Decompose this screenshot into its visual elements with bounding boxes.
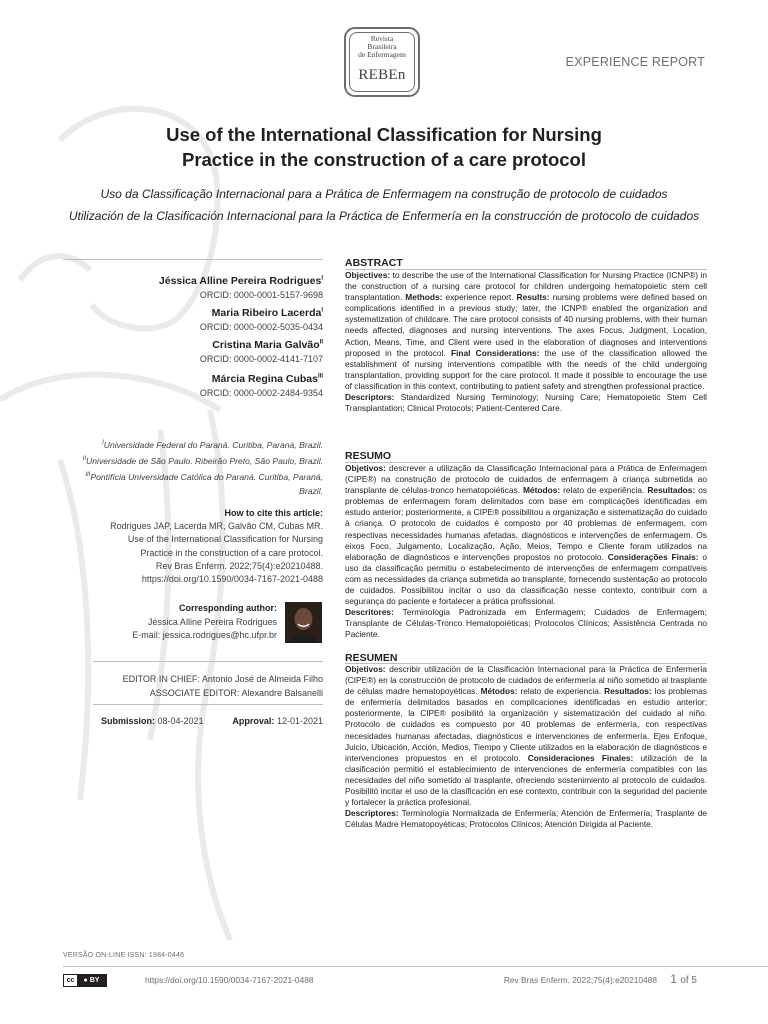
affiliation: $^I$Universidade Federal do Paraná. Curitiba, Paraná, Brazil. [102, 439, 323, 450]
subtitle-portuguese: Uso da Classificação Internacional para a Prática de Enfermagem na construção de protocolo de cuidados [100, 187, 668, 201]
author-orcid[interactable]: ORCID: 0000-0002-2484-9354 [199, 388, 323, 398]
left-column-divider [63, 259, 323, 260]
abstract-heading: ABSTRACT [345, 257, 403, 269]
logo-line-2: Brasileira [367, 42, 397, 51]
cite-text [73, 520, 323, 586]
cite-heading: How to cite this article: [224, 508, 323, 518]
cite-line: Rev Bras Enferm. 2022;75(4):e20210488. [155, 560, 323, 571]
author-orcid[interactable]: ORCID: 0000-0002-5035-0434 [199, 322, 323, 332]
author-name: Jéssica Alline Pereira Rodrigues$^I$ [158, 275, 323, 287]
issn-label: VERSÃO ON-LINE ISSN: 1984-0446 [63, 952, 185, 959]
editors [123, 672, 323, 700]
divider [93, 704, 323, 705]
by-mark: ● BY [77, 975, 106, 986]
cite-line: Rodrigues JAP, Lacerda MR, Galvão CM, Cubas MR. [110, 521, 323, 531]
subtitle-spanish: Utilización de la Clasificación Internacional para la Práctica de Enfermería en la construcción de protocolo de cuidados [68, 209, 700, 223]
person-icon: ● [83, 977, 88, 984]
author-block [200, 339, 323, 364]
abstract-body: Objectives: to describe the use of the International Classification for Nursing Practice (ICNP®) in the construction of a nursing care protocol for children undergoing hematopoietic stem cell transplantation. Methods: experience report. Results: nursing problems were defined based on complications identified in a previous study; later, the ICNP® enabled the organization and systematization of childcare. The care protocol consists of 40 nursing problems, with their human needs affected, diagnoses and nursing interventions. The axes Focus, Judgment, Location, Action, Means, Time, and Client were used in the elaboration of diagnoses and interventions proposed in the protocol. Final Considerations: the use of the classification allowed the establishment of nursing interventions compatible with the needs of the child undergoing transplantation, providing support for the care protocol. It made it possible to encourage the use of classification in this context, contributing to patient safety and strengthen professional practice. Descriptors: Standardized Nursing Terminology; Nursing Care; Hematopoietic Stem Cell Transplantation; Clinical Protocols; Patient-Centered Care. [345, 270, 708, 414]
creative-commons-by-icon[interactable] [63, 974, 107, 987]
resumo-body: Objetivos: descrever a utilização da Classificação Internacional para a Prática de Enfermagem (CIPE®) na construção de protocolo de cuidados de enfermagem à criança submetida ao transplante de células-tronco hematopoiéticas. Métodos: relato de experiência. Resultados: os problemas de enfermagem foram delimitados com base em complicações identificadas em estudo anterior; posteriormente, a CIPE® possibilitou a organização e sistematização do cuidado à criança. O protocolo de cuidados é composto por 40 problemas de enfermagem, com respectivas necessidades humanas afetadas, diagnósticos e intervenções de enfermagem. Os eixos Foco, Julgamento, Localização, Ação, Meios, Tempo e Cliente foram utilizados na elaboração de diagnósticos e intervenções propostos no protocolo. Considerações Finais: o uso da classificação permitiu o estabelecimento de intervenções de enfermagem compatíveis com as necessidades da criança submetida ao transplante, fornecendo sustentação ao protocolo de cuidados. Possibilitou incitar o uso da classificação nesse contexto, contribuir com a segurança do paciente e fortalecer a prática profissional. Descritores: Terminologia Padronizada em Enfermagem; Cuidados de Enfermagem; Transplante de Células-Tronco Hematopoiéticas; Protocolos Clínicos; Assistência Centrada no Paciente. [345, 463, 708, 640]
corresponding-email[interactable]: E-mail: jessica.rodrigues@hc.ufpr.br [132, 630, 277, 641]
author-photo [285, 602, 322, 643]
author-orcid[interactable]: ORCID: 0000-0002-4141-7107 [199, 354, 323, 364]
logo-line-1: Revista [370, 34, 394, 43]
logo-line-3: de Enfermagem [358, 50, 406, 59]
editor-in-chief: EDITOR IN CHIEF: Antonio José de Almeida Filho [122, 674, 323, 684]
cc-mark: cc [66, 977, 75, 984]
author-name: Maria Ribeiro Lacerda$^I$ [211, 307, 323, 319]
page-number: 1 of 5 [670, 972, 697, 986]
report-type-label: EXPERIENCE REPORT [565, 55, 705, 69]
article-title [60, 122, 708, 172]
logo-acronym: REBEn [358, 67, 406, 83]
resumen-heading: RESUMEN [345, 652, 398, 664]
author-name: Márcia Regina Cubas$^{III}$ [211, 373, 323, 385]
associate-editor: ASSOCIATE EDITOR: Alexandre Balsanelli [149, 688, 323, 698]
journal-logo [344, 27, 420, 97]
resumo-heading: RESUMO [345, 450, 392, 462]
cite-line: Use of the International Classification for Nursing [127, 534, 323, 545]
title-line-1: Use of the International Classification for Nursing [166, 124, 602, 145]
footer-citation: Rev Bras Enferm. 2022;75(4):e20210488 [503, 975, 657, 985]
corresponding-heading: Corresponding author: [179, 603, 277, 613]
author-block [200, 373, 323, 398]
footer-doi-link[interactable]: https://doi.org/10.1590/0034-7167-2021-0488 [145, 975, 314, 985]
cite-line: Practice in the construction of a care protocol. [140, 547, 323, 558]
affiliations [73, 436, 323, 498]
author-block [200, 307, 323, 332]
footer-rule [63, 966, 768, 967]
author-block [159, 275, 323, 300]
corresponding-name: Jéssica Alline Pereira Rodrigues [147, 617, 277, 627]
author-orcid[interactable]: ORCID: 0000-0001-5157-9698 [199, 290, 323, 300]
resumen-body: Objetivos: describir utilización de la Clasificación Internacional para la Práctica de Enfermería (CIPE®) en la construcción de protocolo de cuidados de enfermería al niño sometido al trasplante de células madre hematopoyéticas. Métodos: relato de experiencia. Resultados: los problemas de enfermería delimitados basados en complicaciones identificadas en estudio anterior; posteriormente, la CIPE® posibilitó la organización y sistematización del cuidado al niño. Protocolo de cuidados es compuesto por 40 problemas de enfermería, con respectivas necesidades humanas afectadas, diagnósticos e intervenciones de enfermería. Ejes Enfoque, Juicio, Ubicación, Acción, Medios, Tiempo y Cliente utilizados en la elaboración de diagnósticos e intervenciones propuestos en el protocolo. Consideraciones Finales: utilización de la clasificación permitió el establecimiento de intervenciones de enfermería compatibles con las necesidades del niño sometido al trasplante, ofreciendo sostenimiento al protocolo de cuidados. Posibilitó incitar el uso de la clasificación en ese contexto, contribuir con la seguridad del paciente y fortalecer la práctica profesional. Descriptores: Terminología Normalizada de Enfermería; Atención de Enfermería; Trasplante de Células Madre Hematopoyéticas; Protocolos Clínicos; Atención Dirigida al Paciente. [345, 664, 708, 830]
approval-date: Approval: 12-01-2021 [232, 716, 323, 726]
corresponding-text [57, 616, 277, 643]
author-name: Cristina Maria Galvão$^{II}$ [212, 339, 323, 351]
affiliation: $^{II}$Universidade de São Paulo. Ribeirão Preto, São Paulo, Brazil. [82, 455, 323, 466]
title-line-2: Practice in the construction of a care protocol [181, 149, 586, 170]
divider [93, 661, 323, 662]
cite-doi-link[interactable]: https://doi.org/10.1590/0034-7167-2021-0488 [141, 574, 323, 585]
affiliation: $^{III}$Pontifícia Universidade Católica do Paraná. Curitiba, Paraná, Brazil. [85, 471, 323, 496]
submission-date: Submission: 08-04-2021 [101, 716, 204, 726]
